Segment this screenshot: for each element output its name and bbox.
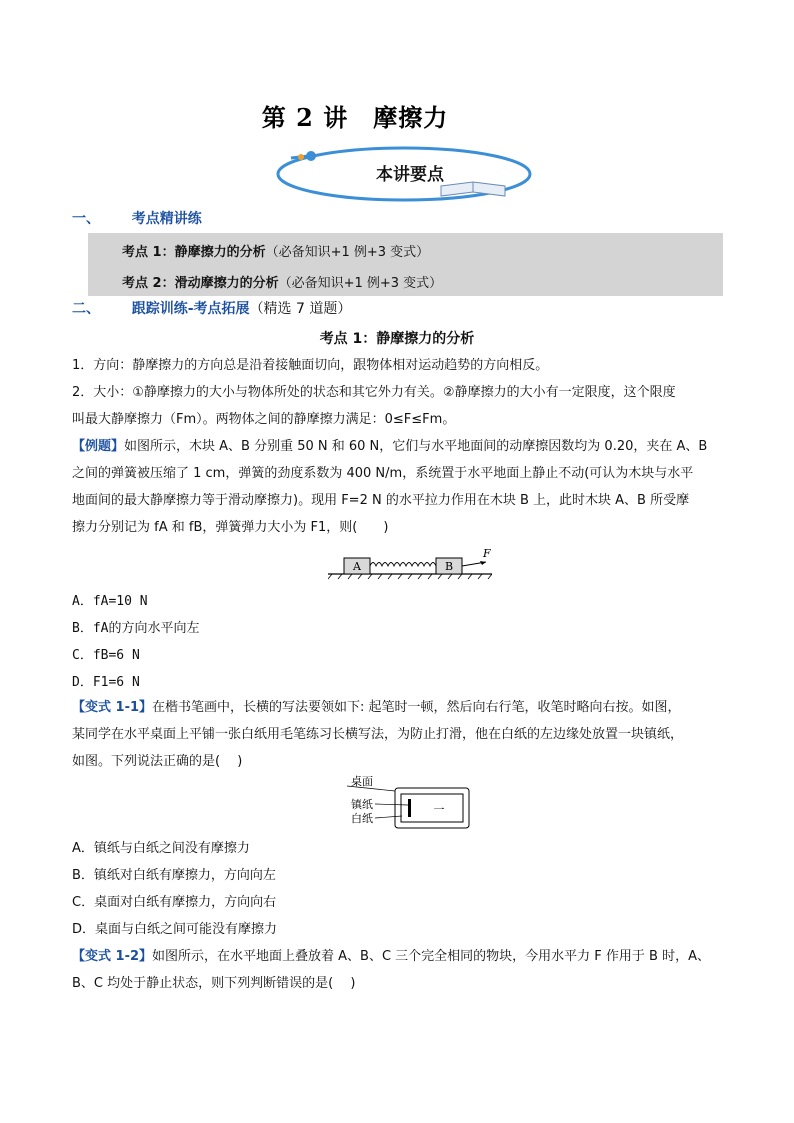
section-two-heading [72, 298, 351, 318]
section-one-heading [72, 208, 202, 228]
desk-paper-figure [345, 774, 475, 830]
variant-1-option-c: C．桌面对白纸有摩擦力，方向向右 [72, 895, 277, 910]
outline-item-2-tail: （必备知识+1 例+3 变式） [278, 276, 443, 291]
variant-1-text-1: 在楷书笔画中，长横的写法要领如下: 起笔时一顿，然后向右行笔，收笔时略向右按。如图， [152, 700, 681, 715]
figure-weight-label: 镇纸 [351, 798, 373, 811]
figure-block-b-label: B [444, 560, 454, 573]
variant-1-line-1 [72, 694, 732, 721]
example-line-1 [72, 433, 732, 460]
page-title: 第 2 讲 摩擦力 [261, 103, 449, 132]
figure-block-a-label: A [353, 560, 361, 573]
variant-1-tag: 【变式 1-1】 [72, 700, 153, 715]
example-text-1: 如图所示，木块 A、B 分别重 50 N 和 60 N，它们与水平地面间的动摩擦因数均为 0.20，夹在 A、B [124, 439, 708, 454]
example-line-2: 之间的弹簧被压缩了 1 cm，弹簧的劲度系数为 400 N/m，系统置于水平地面上静止不动(可认为木块与水平 [72, 466, 694, 481]
figure-desk-label: 桌面 [351, 775, 373, 788]
section-one-text: 考点精讲练 [131, 211, 202, 227]
outline-item-2 [122, 272, 442, 291]
outline-item-1-tail: （必备知识+1 例+3 变式） [265, 245, 430, 260]
variant-2-line-1 [72, 943, 732, 970]
figure-force-label: F [483, 548, 491, 560]
example-line-3: 地面间的最大静摩擦力等于滑动摩擦力)。现用 F=2 N 的水平拉力作用在木块 B 上，此时木块 A、B 所受摩 [72, 493, 690, 508]
example-option-c: C．fB=6 N [72, 648, 140, 663]
section-two-extra: （精选 7 道题） [249, 301, 352, 317]
banner-label: 本讲要点 [376, 165, 444, 185]
variant-1-option-b: B．镇纸对白纸有摩擦力，方向向左 [72, 868, 276, 883]
figure-stroke-char: 一 [433, 803, 445, 816]
variant-1-option-a: A．镇纸与白纸之间没有摩擦力 [72, 841, 250, 856]
variant-2-tag: 【变式 1-2】 [72, 949, 153, 964]
example-tag: 【例题】 [72, 439, 125, 454]
section-one-num: 一、 [72, 211, 100, 227]
section-two-text: 跟踪训练-考点拓展 [131, 301, 250, 317]
topic-1-title: 考点 1：静摩擦力的分析 [319, 331, 475, 347]
topic-1-point-2a: 2．大小：①静摩擦力的大小与物体所处的状态和其它外力有关。②静摩擦力的大小有一定限度，这个限度 [72, 385, 676, 400]
figure-paper-label: 白纸 [351, 812, 373, 825]
variant-2-line-2: B、C 均处于静止状态，则下列判断错误的是( ) [72, 976, 356, 991]
variant-1-option-d: D．桌面与白纸之间可能没有摩擦力 [72, 922, 278, 937]
outline-item-1-head: 考点 1：静摩擦力的分析 [122, 245, 266, 260]
example-option-d: D．F1=6 N [72, 675, 140, 690]
example-line-4: 擦力分别记为 fA 和 fB，弹簧弹力大小为 F1，则( ) [72, 520, 389, 535]
topic-1-point-1: 1．方向：静摩擦力的方向总是沿着接触面切向，跟物体相对运动趋势的方向相反。 [72, 358, 549, 373]
variant-1-line-3: 如图。下列说法正确的是( ) [72, 754, 243, 769]
spring-blocks-figure [328, 548, 492, 580]
example-option-a: A．fA=10 N [72, 594, 148, 609]
variant-2-text-1: 如图所示，在水平地面上叠放着 A、B、C 三个完全相同的物块，今用水平力 F 作用于 B 时，A、 [152, 949, 710, 964]
topic-1-point-2b: 叫最大静摩擦力（Fm）。两物体之间的静摩擦力满足：0≤F≤Fm。 [72, 412, 456, 427]
variant-1-line-2: 某同学在水平桌面上平铺一张白纸用毛笔练习长横写法，为防止打滑，他在白纸的左边缘处放置一块镇纸， [72, 727, 684, 742]
example-option-b: B．fA的方向水平向左 [72, 621, 200, 636]
outline-item-2-head: 考点 2：滑动摩擦力的分析 [122, 276, 279, 291]
section-two-num: 二、 [72, 301, 100, 317]
outline-item-1 [122, 241, 429, 260]
